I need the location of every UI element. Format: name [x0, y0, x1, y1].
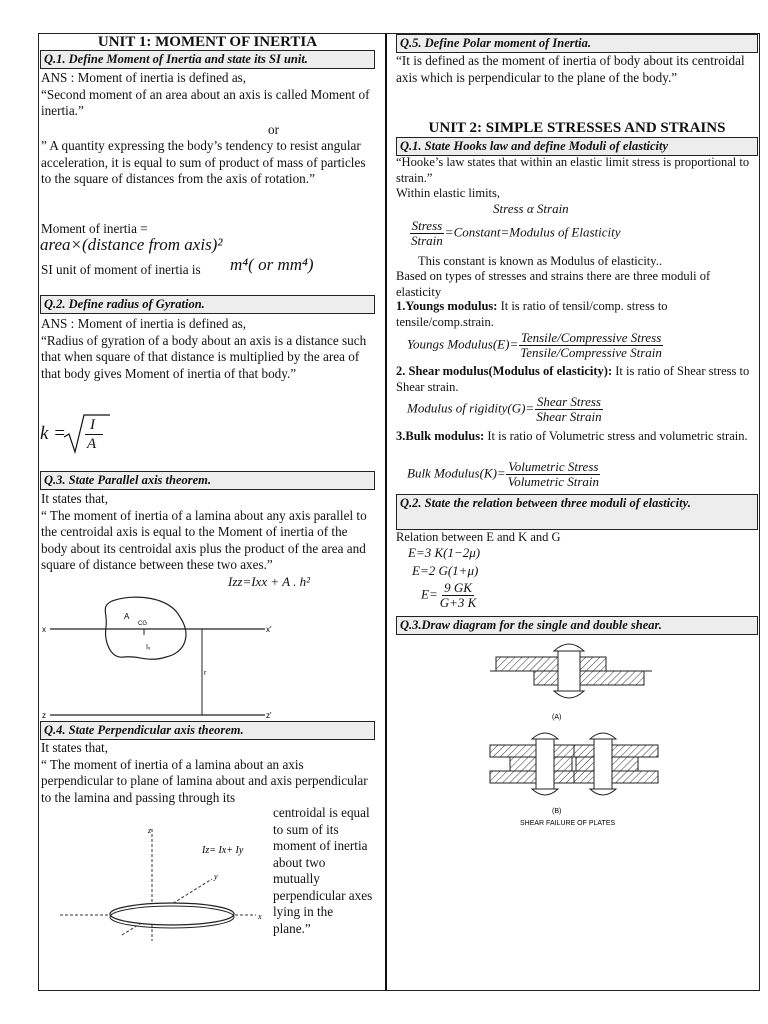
- r-q2-intro: Relation between E and K and G: [396, 530, 561, 544]
- q1-formula-label: Moment of inertia =: [41, 221, 148, 236]
- diagram-label-b: (B): [552, 808, 562, 815]
- bulk-text: It is ratio of Volumetric stress and volumetric strain.: [484, 429, 748, 443]
- fig-z-label: z: [148, 826, 152, 835]
- r-q2-eq3-den: G+3 K: [439, 595, 477, 610]
- cover-plate-top-left: [490, 745, 574, 757]
- q1-answer: ANS : Moment of inertia is defined as, “Second moment of an area about an axis is called Moment of inertia.”: [41, 70, 370, 118]
- r-q1-intro: “Hooke’s law states that within an elastic limit stress is proportional to strain.” Within elastic limits,: [396, 155, 750, 200]
- q4-answer-a: It states that, “ The moment of inertia of a lamina about an axis perpendicular to plane of lamina about and axis perpendicular to the lamina and passing through its: [41, 740, 368, 805]
- fig-z-right: z': [266, 711, 272, 720]
- youngs-text: It is ratio of tensil/comp. stress to tensile/comp.strain.: [396, 299, 668, 329]
- r-q1-shear: [396, 364, 758, 395]
- fig-z-left: z: [42, 711, 46, 720]
- fig-x-left: x: [42, 625, 46, 634]
- r-q2-eq1: E=3 K(1−2μ): [408, 545, 481, 560]
- r-q1-constant-eq: [409, 219, 621, 248]
- youngs-title: 1.Youngs modulus:: [396, 299, 498, 313]
- cover-plate-bottom-right: [574, 771, 658, 783]
- r-q1-known: This constant is known as Modulus of elasticity..: [418, 254, 662, 268]
- rivet-head-r-top: [590, 733, 616, 739]
- r-q1-question: Q.1. State Hooks law and define Moduli of elasticity: [396, 137, 758, 156]
- perpendicular-axis-figure: [52, 823, 274, 945]
- fig-ixx-label: Iₓ: [146, 644, 151, 651]
- shear-lhs: Modulus of rigidity(G)=: [407, 400, 535, 416]
- r-q2-eq3-lhs: E=: [421, 586, 438, 602]
- r-q1-based: Based on types of stresses and strains there are three moduli of elasticity: [396, 269, 711, 299]
- r-q1-frac-num: Stress: [411, 218, 443, 233]
- fig-y-label: y: [214, 872, 218, 881]
- youngs-lhs: Youngs Modulus(E)=: [407, 336, 519, 352]
- fig-iz-formula: Iz= Ix+ Iy: [202, 845, 244, 856]
- r-q1-bulk: [396, 429, 758, 445]
- upper-plate: [496, 657, 606, 671]
- bulk-title: 3.Bulk modulus:: [396, 429, 485, 443]
- shear-den: Shear Strain: [536, 409, 602, 424]
- r-q2-eq3: [421, 581, 478, 610]
- q3-answer: It states that, “ The moment of inertia of a lamina about any axis parallel to the centroidal axis is equal to the Moment of inertia of the body about its centroidal axis plus the product of the area and square of distance between these two axes.”: [41, 491, 367, 572]
- q1-alt-definition: ” A quantity expressing the body’s tendency to resist angular acceleration, it is equal to sum of product of mass of particles to the square of distances from the axis of rotation.”: [41, 138, 366, 186]
- rivet-head-l-top: [532, 733, 558, 739]
- column-divider: [385, 33, 387, 991]
- shear-title: 2. Shear modulus(Modulus of elasticity):: [396, 364, 613, 378]
- single-shear-joint: [490, 644, 652, 698]
- fig-cg-label: CG: [138, 621, 147, 627]
- unit2-title: UNIT 2: SIMPLE STRESSES AND STRAINS: [428, 120, 726, 136]
- q2-formula-k: k =: [40, 423, 67, 444]
- q2-fraction-bar: [85, 434, 103, 435]
- q3-question: Q.3. State Parallel axis theorem.: [40, 471, 375, 490]
- rivet-double-right: [594, 739, 612, 789]
- rivet-head-r-bottom: [590, 789, 616, 795]
- q2-question: Q.2. Define radius of Gyration.: [40, 295, 375, 314]
- shear-text: It is ratio of Shear stress to Shear strain.: [396, 364, 750, 394]
- q1-formula: area×(distance from axis)²: [40, 235, 223, 254]
- cover-plate-bottom-left: [490, 771, 574, 783]
- bulk-num: Volumetric Stress: [508, 459, 599, 474]
- rivet-double-left: [536, 739, 554, 789]
- youngs-num: Tensile/Compressive Stress: [520, 330, 662, 345]
- r-q1-frac-den: Strain: [411, 233, 443, 248]
- lower-plate: [534, 671, 644, 685]
- r-q1-proportional: Stress α Strain: [493, 201, 569, 216]
- youngs-den: Tensile/Compressive Strain: [520, 345, 662, 360]
- q5-question: Q.5. Define Polar moment of Inertia.: [396, 34, 758, 53]
- shear-diagram: [450, 637, 676, 827]
- rivet-head-top: [554, 644, 584, 651]
- cover-plate-top-right: [574, 745, 658, 757]
- r-q2-question: Q.2. State the relation between three moduli of elasticity.: [396, 494, 758, 530]
- shear-formula: [407, 395, 604, 424]
- r-q2-eq3-num: 9 GK: [444, 580, 472, 595]
- q2-formula-den: A: [87, 436, 97, 452]
- rivet-head-bottom: [554, 691, 584, 698]
- r-q1-frac-rest: =Constant=Modulus of Elasticity: [444, 224, 621, 240]
- q1-si-value: m⁴( or mm⁴): [230, 255, 314, 274]
- double-shear-joint: [490, 733, 658, 795]
- q4-question: Q.4. State Perpendicular axis theorem.: [40, 721, 375, 740]
- q3-formula: Izz=Ixx + A . h²: [228, 574, 310, 589]
- q1-question: Q.1. Define Moment of Inertia and state its SI unit.: [40, 50, 375, 69]
- q2-answer: ANS : Moment of inertia is defined as, “Radius of gyration of a body about an axis is a distance such that when square of that distance is multiplied by the area of that body gives Moment of inertia of that body.”: [41, 316, 367, 381]
- bulk-den: Volumetric Strain: [507, 474, 600, 489]
- rivet-single: [558, 651, 580, 691]
- r-q2-eq2: E=2 G(1+μ): [412, 563, 479, 578]
- q1-or: or: [268, 122, 279, 137]
- bulk-formula: [407, 460, 601, 489]
- q2-formula-num: I: [90, 417, 95, 433]
- r-q1-youngs: [396, 299, 758, 330]
- q2-formula: [40, 413, 120, 458]
- diagram-label-a: (A): [552, 714, 562, 721]
- fig-area-label: A: [124, 612, 130, 621]
- q5-answer: “It is defined as the moment of inertia of body about its centroidal axis which is perpendicular to the plane of the body.”: [396, 53, 745, 85]
- unit1-title: UNIT 1: MOMENT OF INERTIA: [97, 34, 318, 50]
- r-q3-question: Q.3.Draw diagram for the single and double shear.: [396, 616, 758, 635]
- fig-x-label: x: [258, 912, 262, 921]
- shear-num: Shear Stress: [536, 394, 601, 409]
- fig-r-label: r: [204, 670, 207, 677]
- rivet-head-l-bottom: [532, 789, 558, 795]
- fig-x-right: x': [266, 625, 272, 634]
- bulk-lhs: Bulk Modulus(K)=: [407, 465, 506, 481]
- youngs-formula: [407, 331, 664, 360]
- q1-si-label: SI unit of moment of inertia is: [41, 262, 201, 277]
- q4-answer-b: centroidal is equal to sum of its moment of inertia about two mutually perpendicular axes lying in the plane.”: [273, 805, 373, 936]
- parallel-axis-figure: [40, 593, 375, 721]
- diagram-caption: SHEAR FAILURE OF PLATES: [520, 820, 616, 827]
